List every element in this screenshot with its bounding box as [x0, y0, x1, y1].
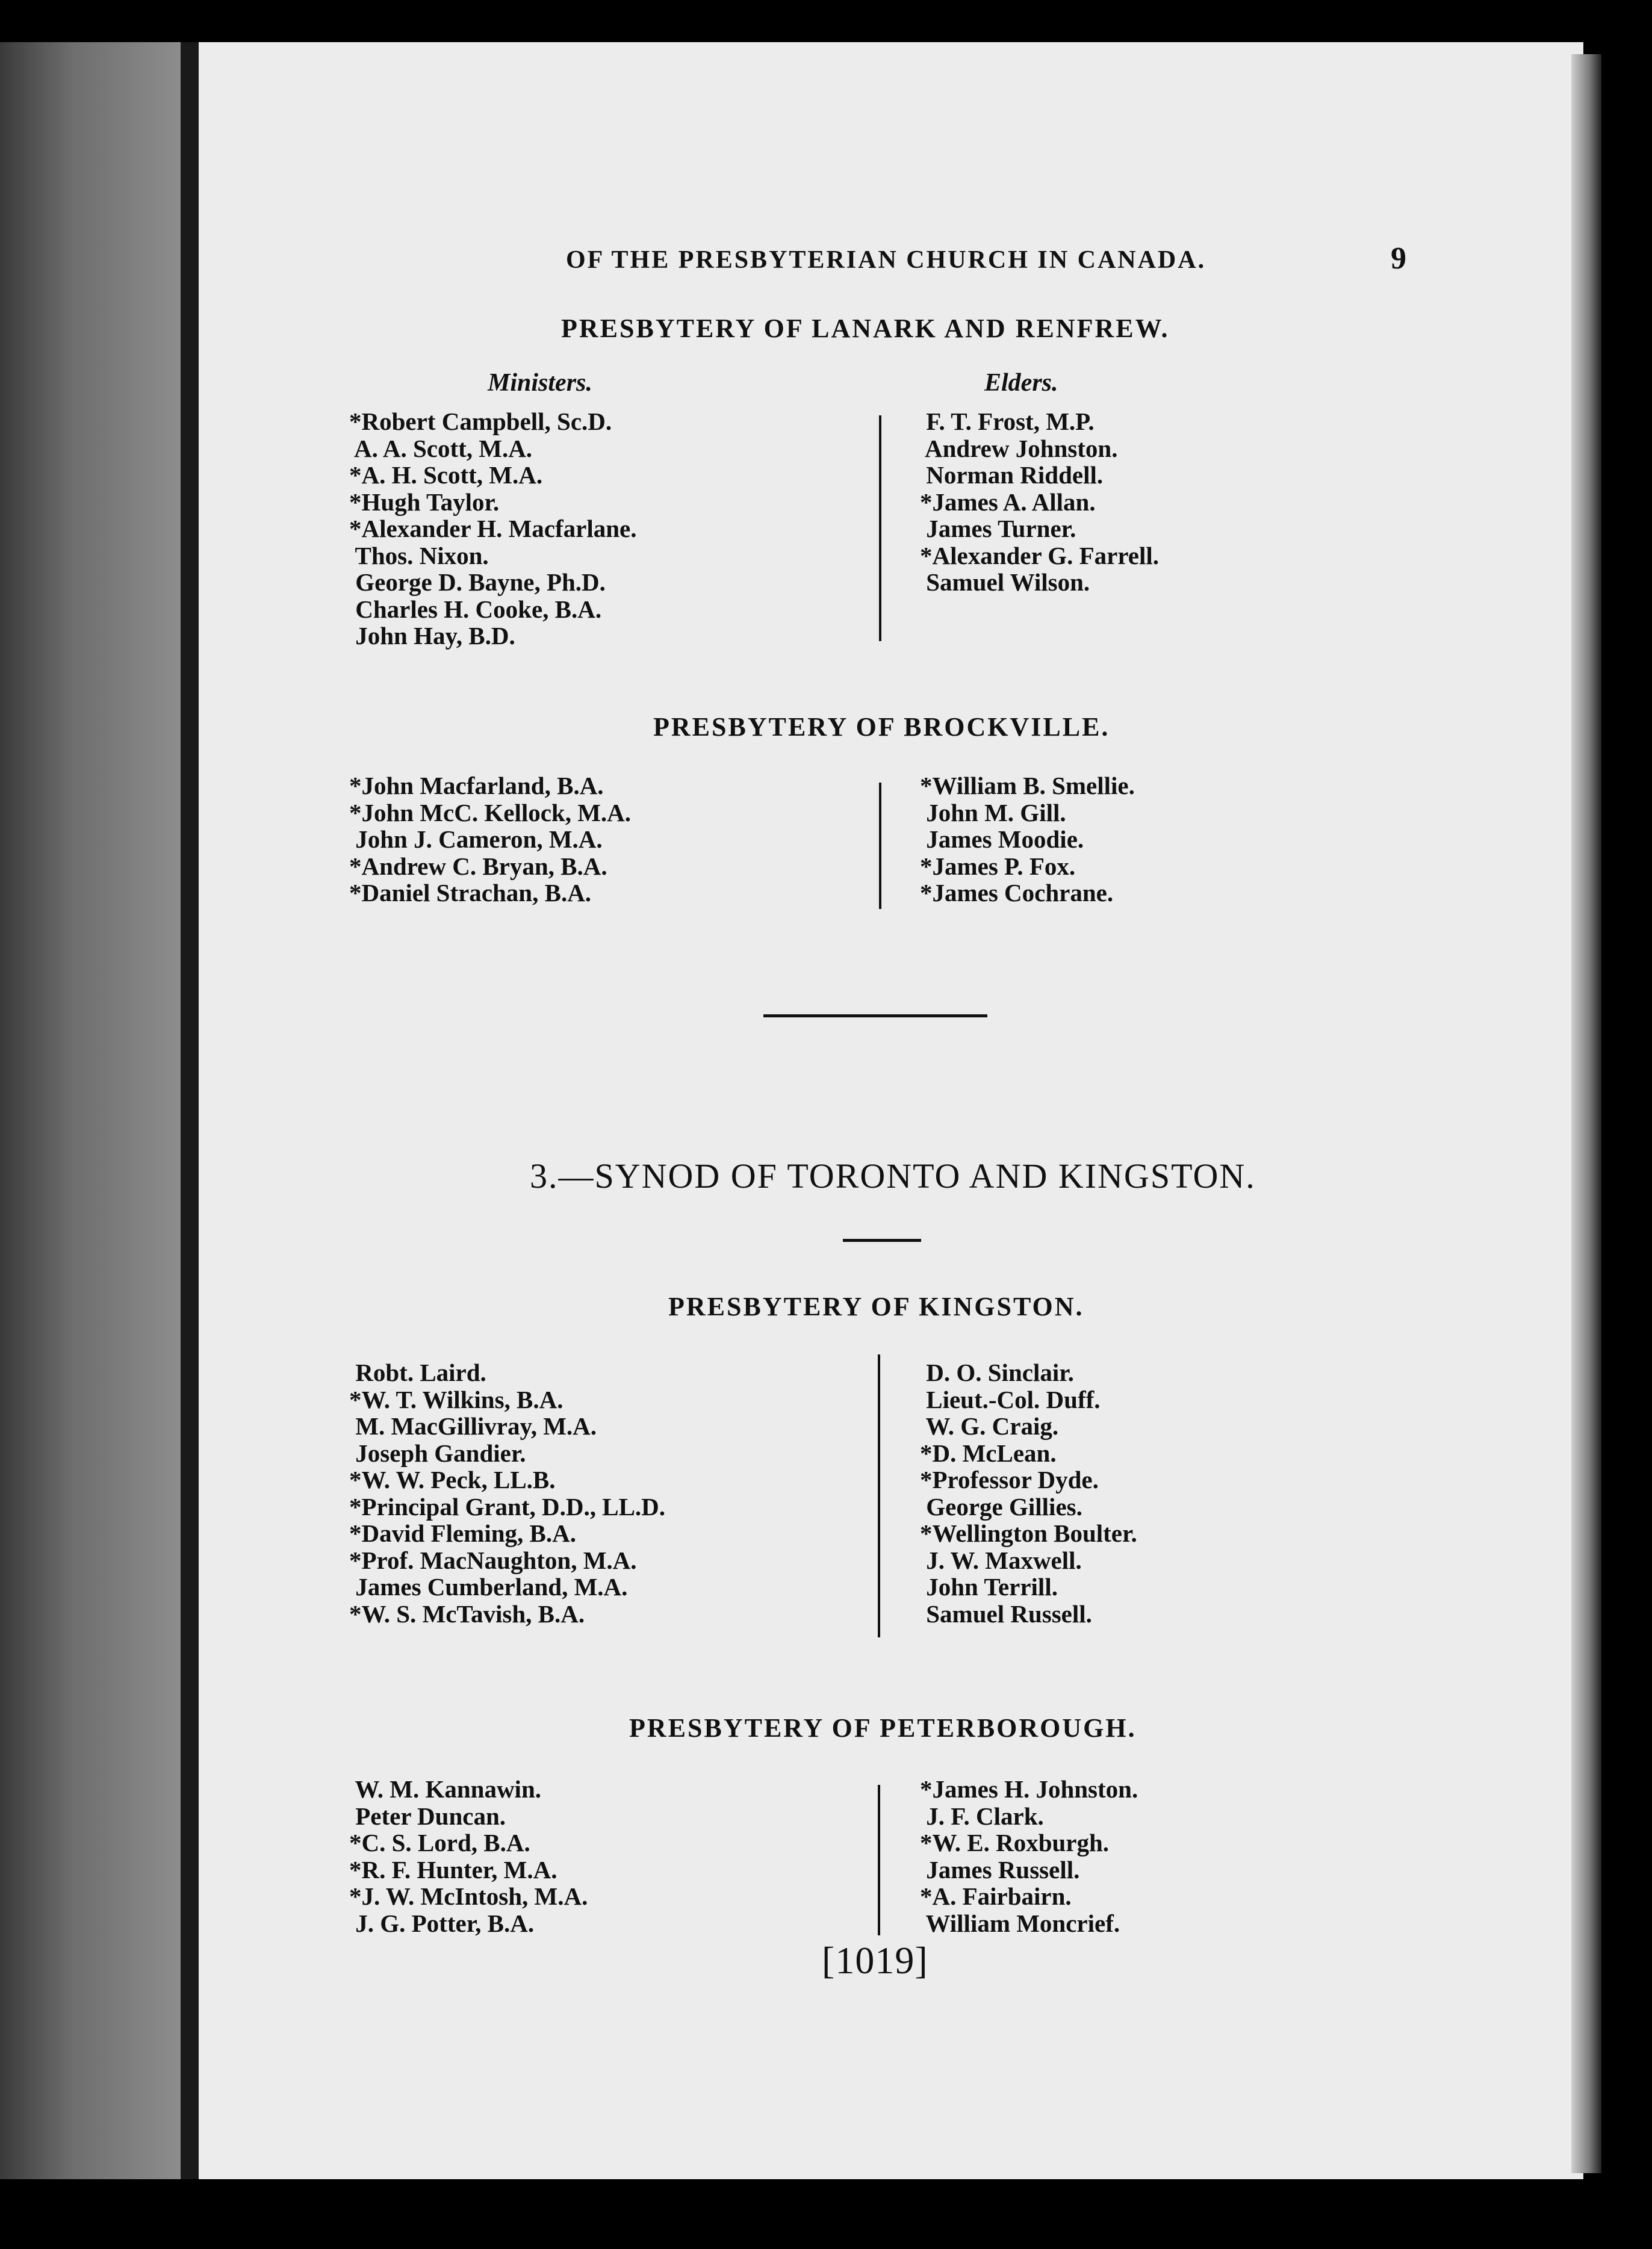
elder-entry: *James H. Johnston.: [920, 1775, 1138, 1803]
minister-entry: W. M. Kannawin.: [349, 1775, 541, 1803]
column-divider: [878, 1354, 880, 1637]
signature-mark: [1019]: [822, 1939, 928, 1982]
ministers-heading: Ministers.: [488, 369, 592, 397]
minister-entry: John Hay, B.D.: [349, 622, 515, 650]
peterborough-ministers-list: [349, 1776, 588, 1937]
minister-entry: *C. S. Lord, B.A.: [349, 1829, 530, 1857]
minister-entry: *David Fleming, B.A.: [349, 1519, 576, 1547]
book-spine: [181, 42, 199, 2179]
elder-entry: *D. McLean.: [920, 1439, 1057, 1467]
minister-entry: A. A. Scott, M.A.: [349, 434, 533, 462]
brockville-ministers-list: [349, 772, 631, 907]
lanark-elders-list: [920, 408, 1159, 596]
kingston-ministers-list: [349, 1359, 665, 1627]
synod-title: 3.—SYNOD OF TORONTO AND KINGSTON.: [530, 1156, 1256, 1196]
elder-entry: Samuel Russell.: [920, 1599, 1092, 1628]
presbytery-title-brockville: PRESBYTERY OF BROCKVILLE.: [653, 712, 1110, 742]
elder-entry: Lieut.-Col. Duff.: [920, 1385, 1101, 1413]
elder-entry: *James Cochrane.: [920, 879, 1114, 907]
minister-entry: *W. W. Peck, LL.B.: [349, 1466, 556, 1494]
presbytery-title-lanark: PRESBYTERY OF LANARK AND RENFREW.: [561, 314, 1170, 343]
presbytery-title-peterborough: PRESBYTERY OF PETERBOROUGH.: [629, 1713, 1137, 1743]
minister-entry: Joseph Gandier.: [349, 1439, 526, 1467]
minister-entry: Charles H. Cooke, B.A.: [349, 595, 602, 623]
minister-entry: Robt. Laird.: [349, 1359, 486, 1386]
elders-heading: Elders.: [984, 369, 1058, 397]
minister-entry: *W. T. Wilkins, B.A.: [349, 1385, 564, 1413]
minister-entry: *John McC. Kellock, M.A.: [349, 798, 632, 827]
minister-entry: *John Macfarland, B.A.: [349, 772, 604, 799]
minister-entry: *Prof. MacNaughton, M.A.: [349, 1546, 637, 1574]
elder-entry: *W. E. Roxburgh.: [920, 1829, 1110, 1857]
brockville-elders-list: [920, 772, 1135, 907]
column-divider: [878, 1785, 880, 1935]
minister-entry: Peter Duncan.: [349, 1802, 506, 1830]
minister-entry: M. MacGillivray, M.A.: [349, 1412, 597, 1440]
minister-entry: *J. W. McIntosh, M.A.: [349, 1882, 588, 1910]
elder-entry: *James P. Fox.: [920, 852, 1076, 880]
elder-entry: W. G. Craig.: [920, 1412, 1059, 1440]
elder-entry: Samuel Wilson.: [920, 568, 1090, 596]
peterborough-elders-list: [920, 1776, 1138, 1937]
elder-entry: John Terrill.: [920, 1573, 1058, 1601]
column-divider: [879, 415, 881, 641]
page-fore-edge: [1571, 54, 1601, 2173]
column-divider: [879, 783, 881, 909]
elder-entry: *A. Fairbairn.: [920, 1882, 1072, 1910]
section-rule-short: [843, 1239, 921, 1242]
running-head: OF THE PRESBYTERIAN CHURCH IN CANADA.: [566, 246, 1206, 274]
minister-entry: *Principal Grant, D.D., LL.D.: [349, 1492, 666, 1521]
minister-entry: J. G. Potter, B.A.: [349, 1909, 535, 1937]
minister-entry: *Andrew C. Bryan, B.A.: [349, 852, 607, 880]
minister-entry: George D. Bayne, Ph.D.: [349, 568, 606, 596]
elder-entry: William Moncrief.: [920, 1909, 1120, 1937]
minister-entry: *Robert Campbell, Sc.D.: [349, 408, 612, 435]
elder-entry: *Professor Dyde.: [920, 1466, 1099, 1494]
elder-entry: F. T. Frost, M.P.: [920, 408, 1095, 435]
elder-entry: Andrew Johnston.: [920, 434, 1118, 462]
elder-entry: John M. Gill.: [920, 798, 1066, 827]
minister-entry: James Cumberland, M.A.: [349, 1573, 628, 1601]
elder-entry: James Russell.: [920, 1855, 1080, 1884]
kingston-elders-list: [920, 1359, 1137, 1627]
lanark-ministers-list: [349, 408, 637, 650]
minister-entry: *Alexander H. Macfarlane.: [349, 515, 637, 542]
elder-entry: D. O. Sinclair.: [920, 1359, 1074, 1386]
minister-entry: *Hugh Taylor.: [349, 488, 500, 516]
minister-entry: *W. S. McTavish, B.A.: [349, 1599, 585, 1628]
elder-entry: James Turner.: [920, 515, 1076, 542]
elder-entry: James Moodie.: [920, 825, 1084, 853]
minister-entry: *A. H. Scott, M.A.: [349, 461, 543, 489]
minister-entry: *Daniel Strachan, B.A.: [349, 879, 592, 907]
elder-entry: J. F. Clark.: [920, 1802, 1044, 1830]
page-number: 9: [1391, 241, 1406, 276]
minister-entry: John J. Cameron, M.A.: [349, 825, 603, 853]
previous-page-edge: [0, 42, 181, 2179]
elder-entry: *James A. Allan.: [920, 488, 1096, 516]
section-rule: [763, 1014, 987, 1017]
minister-entry: Thos. Nixon.: [349, 541, 489, 569]
presbytery-title-kingston: PRESBYTERY OF KINGSTON.: [668, 1292, 1084, 1321]
elder-entry: J. W. Maxwell.: [920, 1546, 1082, 1574]
minister-entry: *R. F. Hunter, M.A.: [349, 1855, 557, 1884]
elder-entry: *Wellington Boulter.: [920, 1519, 1137, 1547]
elder-entry: *William B. Smellie.: [920, 772, 1135, 799]
elder-entry: *Alexander G. Farrell.: [920, 541, 1160, 569]
elder-entry: Norman Riddell.: [920, 461, 1104, 489]
elder-entry: George Gillies.: [920, 1492, 1082, 1521]
